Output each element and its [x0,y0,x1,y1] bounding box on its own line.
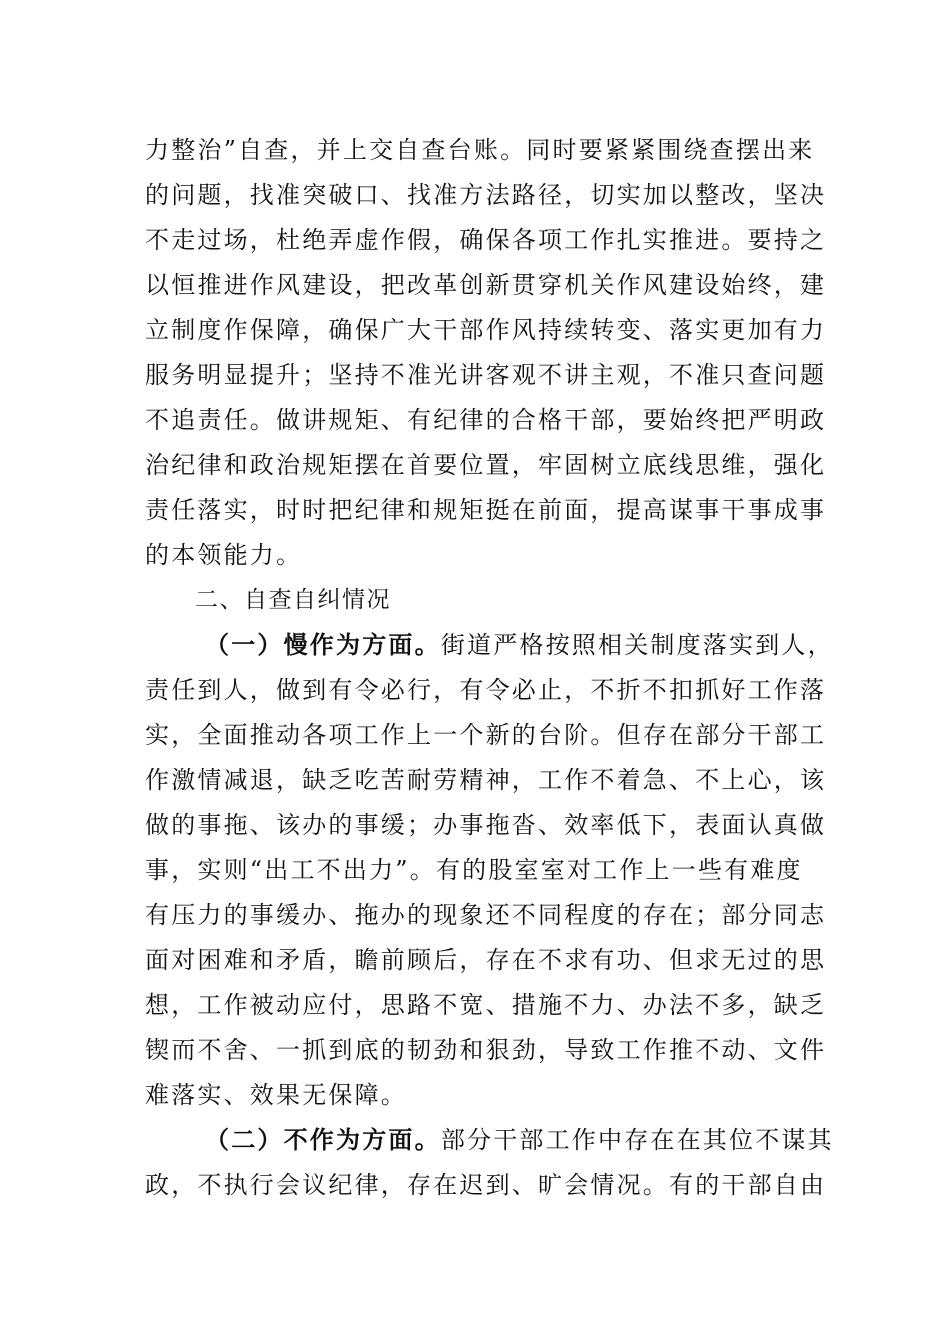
paragraph-line: 难落实、效果无保障。 [145,1081,407,1109]
section1-first-line-text: 街道严格按照相关制度落实到人， [440,631,834,659]
paragraph-line: 有压力的事缓办、拖办的现象还不同程度的存在；部分同志 [145,901,827,929]
paragraph-line: 不走过场，杜绝弄虚作假，确保各项工作扎实推进。要持之 [145,226,827,254]
paragraph-line: 的本领能力。 [145,541,303,569]
paragraph-line: 作激情减退，缺乏吃苦耐劳精神，工作不着急、不上心，该 [145,766,827,794]
paragraph-line: 责任落实，时时把纪律和规矩挺在前面，提高谋事干事成事 [145,496,827,524]
section1-first-line [145,623,834,668]
paragraph-line: 政，不执行会议纪律，存在迟到、旷会情况。有的干部自由 [145,1171,827,1199]
paragraph-line: 以恒推进作风建设，把改革创新贯穿机关作风建设始终，建 [145,271,827,299]
paragraph-line: 服务明显提升；坚持不准光讲客观不讲主观，不准只查问题 [145,361,827,389]
paragraph-line: 的问题，找准突破口、找准方法路径，切实加以整改，坚决 [145,181,827,209]
document-body [145,128,834,1208]
paragraph-line: 治纪律和政治规矩摆在首要位置，牢固树立底线思维，强化 [145,451,827,479]
paragraph-line: 力整治”自查，并上交自查台账。同时要紧紧围绕查摆出来 [145,136,815,164]
section-heading: 二、自查自纠情况 [195,587,391,613]
paragraph-line: 不追责任。做讲规矩、有纪律的合格干部，要始终把严明政 [145,406,827,434]
section1-lead: （一）慢作为方面。 [205,631,441,659]
paragraph-line: 想，工作被动应付，思路不宽、措施不力、办法不多，缺乏 [145,991,827,1019]
paragraph-line: 锲而不舍、一抓到底的韧劲和狠劲，导致工作推不动、文件 [145,1036,827,1064]
paragraph-line: 事，实则“出工不出力”。有的股室室对工作上一些有难度 [145,856,803,884]
paragraph-line: 做的事拖、该办的事缓；办事拖沓、效率低下，表面认真做 [145,811,827,839]
paragraph-line: 立制度作保障，确保广大干部作风持续转变、落实更加有力 [145,316,827,344]
paragraph-line: 面对困难和矛盾，瞻前顾后，存在不求有功、但求无过的思 [145,946,827,974]
section2-first-line-text: 部分干部工作中存在在其位不谋其 [440,1126,834,1154]
section2-lead: （二）不作为方面。 [205,1126,441,1154]
paragraph-line: 实，全面推动各项工作上一个新的台阶。但存在部分干部工 [145,721,827,749]
paragraph-line: 责任到人，做到有令必行，有令必止，不折不扣抓好工作落 [145,676,827,704]
section2-first-line [145,1118,834,1163]
